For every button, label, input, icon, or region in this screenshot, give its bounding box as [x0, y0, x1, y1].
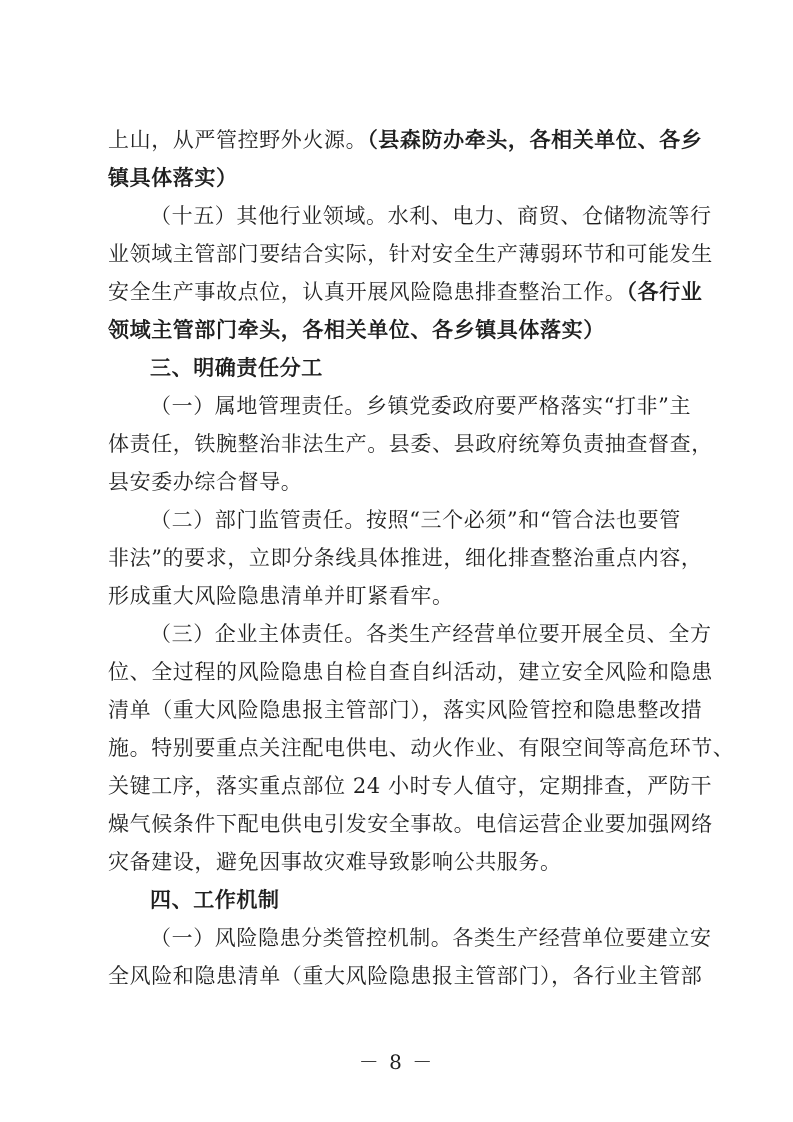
paragraph-line: （三）企业主体责任。各类生产经营单位要开展全员、全方 [150, 622, 712, 646]
paragraph-line: 非法”的要求，立即分条线具体推进，细化排查整治重点内容， [108, 546, 703, 570]
text-run: 上山，从严管控野外火源。 [108, 128, 368, 152]
responsible-units-note: 镇具体落实） [108, 165, 238, 190]
paragraph-line: 全风险和隐患清单（重大风险隐患报主管部门），各行业主管部 [108, 964, 703, 988]
paragraph-line: （二）部门监管责任。按照“三个必须”和“管合法也要管 [150, 508, 681, 532]
responsible-units-note: （各行业 [626, 279, 703, 304]
document-body [108, 121, 735, 995]
paragraph-line: 施。特别要重点关注配电供电、动火作业、有限空间等高危环节、 [108, 736, 735, 760]
paragraph-line: （十五）其他行业领域。水利、电力、商贸、仓储物流等行 [150, 204, 712, 228]
paragraph-line: 燥气候条件下配电供电引发安全事故。电信运营企业要加强网络 [108, 812, 713, 836]
paragraph-line: 位、全过程的风险隐患自检自查自纠活动，建立安全风险和隐患 [108, 660, 713, 684]
paragraph-line: （一）风险隐患分类管控机制。各类生产经营单位要建立安 [150, 926, 712, 950]
responsible-units-note: 领域主管部门牵头，各相关单位、各乡镇具体落实） [108, 317, 605, 342]
paragraph-line: 体责任，铁腕整治非法生产。县委、县政府统筹负责抽查督查， [108, 432, 713, 456]
text-run: 安全生产事故点位，认真开展风险隐患排查整治工作。 [108, 280, 627, 304]
paragraph-line: 清单（重大风险隐患报主管部门），落实风险管控和隐患整改措 [108, 698, 703, 722]
paragraph-line: 关键工序，落实重点部位 24 小时专人值守，定期排查，严防干 [108, 774, 713, 798]
responsible-units-note: （县森防办牵头，各相关单位、各乡 [367, 127, 703, 152]
paragraph-line: 县安委办综合督导。 [108, 470, 303, 494]
paragraph-line [108, 121, 702, 159]
paragraph-line: 形成重大风险隐患清单并盯紧看牢。 [108, 584, 454, 608]
paragraph-line: 灾备建设，避免因事故灾难导致影响公共服务。 [108, 850, 562, 874]
page-number: － 8 － [358, 1050, 435, 1074]
paragraph-line: （一）属地管理责任。乡镇党委政府要严格落实“打非”主 [150, 394, 692, 418]
paragraph-line: 业领域主管部门要结合实际，针对安全生产薄弱环节和可能发生 [108, 242, 713, 266]
paragraph-line [108, 273, 702, 311]
section-heading: 三、明确责任分工 [150, 355, 323, 380]
section-heading: 四、工作机制 [150, 887, 280, 912]
